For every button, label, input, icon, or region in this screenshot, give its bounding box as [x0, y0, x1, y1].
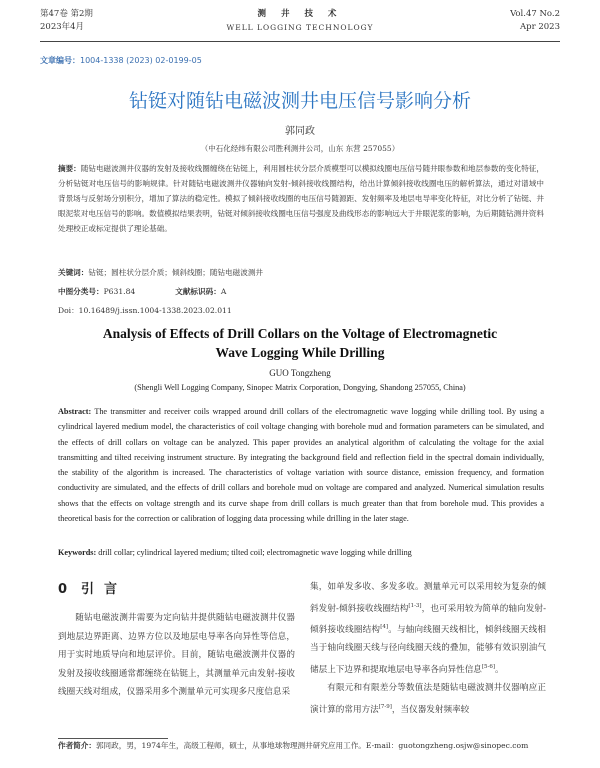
keywords-en-label: Keywords:: [58, 548, 97, 557]
doc-code-label: 文献标识码：: [175, 287, 221, 296]
footnote-rule: [58, 738, 168, 739]
class-no-label: 中图分类号：: [58, 287, 104, 296]
volume-issue: 第47卷 第2期: [40, 9, 93, 19]
issue-date-en: Apr 2023: [520, 22, 560, 32]
affiliation-en: (Shengli Well Logging Company, Sinopec Matrix Corporation, Dongying, Shandong 257055, China): [134, 383, 466, 392]
abstract-en-text: The transmitter and receiver coils wrapped around drill collars of the electromagnetic wave logging while drilling tool. By using a cylindrical layered medium model, the characteristics of coil voltage changing with borehole mud and formation parameters can be simulated, and the effects of drill collars on voltage can be analyzed. This paper provides an analytical algorithm of calculating the voltage for the axial transmitting and tilted receiving instrument structure. By integrating the background field and reflection field in the spectral domain individually, the stability of the algorithm is increased. The characteristics of voltage variation with source distance, emission frequency, and formation conductivity are simulated, and the effects of drill collars and borehole mud on voltage are compared and analyzed. Numerical simulation results shows that the effects on voltage strength and its curve shape from drill collars is much greater than that from borehole mud. This provides a theoretical basis for the correction or calibration of logging data processing while drilling in the later stage.: [58, 407, 544, 524]
citation: [4]: [380, 623, 389, 630]
body-paragraph: [310, 679, 546, 719]
doi: Doi：10.16489/j.issn.1004-1338.2023.02.011: [58, 306, 232, 315]
section-title: 引言: [81, 582, 128, 597]
author-cn: 郭同政: [285, 126, 315, 137]
header-rule: [40, 41, 560, 42]
article-number-value: 1004-1338 (2023) 02-0199-05: [80, 56, 202, 65]
article-number-label: 文章编号：: [40, 56, 80, 65]
body-text: ，也可采用较为简单的轴向发射-倾斜接收线圈结构: [310, 603, 547, 635]
title-en: [0, 324, 600, 362]
title-en-line1: Analysis of Effects of Drill Collars on the Voltage of Electromagnetic: [102, 326, 498, 341]
doc-code-value: A: [220, 287, 227, 296]
abstract-cn: [58, 161, 544, 236]
issue-date: 2023年4月: [40, 22, 85, 32]
journal-name-cn: 测 井 技 术: [257, 9, 343, 19]
keywords-en: [58, 548, 544, 557]
body-text: 。与轴向线圈天线相比，倾斜线圈天线相当于轴向线圈天线与径向线圈天线的叠加，能够有效识别油气储层上下边界和提取地层电导率各向异性信息: [310, 624, 546, 675]
body-text: 。: [495, 664, 504, 675]
footnote-text: 郭同政，男，1974年生，高级工程师，硕士，从事地球物理测井研究应用工作。E-mail：guotongzheng.osjw@sinopec.com: [95, 741, 529, 750]
section-number: 0: [58, 582, 68, 597]
abstract-cn-text: 随钻电磁波测井仪器的发射及接收线圈缠绕在钻铤上，利用圆柱状分层介质模型可以模拟线圈电压信号随井眼参数和地层参数的变化特征，分析钻铤对电压信号的影响规律。针对随钻电磁波测井仪器轴向发射-倾斜接收线圈结构，给出计算倾斜接收线圈电压的解析算法，通过对谱域中背景场与反射场分别积分，增加了算法的稳定性。模拟了倾斜接收线圈的电压信号随源距、发射频率及地层电导率变化特征，对比分析了钻铤、井眼泥浆对电压信号的影响。数值模拟结果表明，钻铤对倾斜接收线圈电压信号强度及曲线形态的影响远大于井眼泥浆的影响，为后期随钻测井资料处理校正或标定提供了理论基础。: [58, 164, 544, 234]
keywords-cn-label: 关键词：: [58, 268, 89, 277]
body-right-column: [310, 578, 546, 719]
author-en: GUO Tongzheng: [269, 368, 331, 378]
affiliation-cn: （中石化经纬有限公司胜利测井公司，山东 东营 257055）: [200, 144, 400, 153]
citation: [7-9]: [378, 703, 392, 710]
body-paragraph: [310, 578, 546, 679]
volume-issue-en: Vol.47 No.2: [510, 9, 560, 19]
journal-name-en: WELL LOGGING TECHNOLOGY: [226, 23, 374, 32]
classification: [58, 286, 226, 297]
article-number: [40, 55, 202, 66]
body-left-column: 随钻电磁波测井需要为定向钻井提供随钻电磁波测井仪器到地层边界距离、边界方位以及地层电导率各向异性等信息，用于实时地质导向和地层评价。目前，随钻电磁波测井仪器的发射及接收线圈通常都缠绕在钻铤上，其测量单元由发射-接收线圈天线对组成，仪器采用多个测量单元可实现多尺度信息采: [58, 613, 295, 697]
journal-volume-issue-en: [510, 8, 560, 34]
abstract-en: [58, 404, 544, 526]
keywords-cn-text: 钻铤；圆柱状分层介质；倾斜线圈；随钻电磁波测井: [88, 268, 264, 277]
title-cn: 钻铤对随钻电磁波测井电压信号影响分析: [128, 90, 471, 112]
keywords-en-text: drill collar; cylindrical layered medium; tilted coil; electromagnetic wave logging while drilling: [96, 548, 412, 557]
class-no-value: P631.84: [103, 287, 136, 296]
body-text: ，当仪器发射频率较: [391, 704, 470, 715]
abstract-cn-label: 摘要：: [58, 164, 81, 173]
abstract-en-label: Abstract:: [58, 407, 92, 416]
footnote: [58, 740, 548, 752]
citation: [1-3]: [408, 602, 422, 609]
body-text: 集，如单发多收、多发多收。测量单元可以采用较为复杂的倾斜发射-倾斜接收线圈结构: [310, 582, 546, 614]
body-text: 有限元和有限差分等数值法是随钻电磁波测井仪器响应正演计算的常用方法: [310, 683, 546, 715]
citation: [5-6]: [481, 663, 496, 670]
footnote-label: 作者简介：: [58, 741, 96, 750]
section-heading: [58, 578, 127, 597]
title-en-line2: Wave Logging While Drilling: [215, 345, 385, 360]
keywords-cn: [58, 267, 263, 278]
